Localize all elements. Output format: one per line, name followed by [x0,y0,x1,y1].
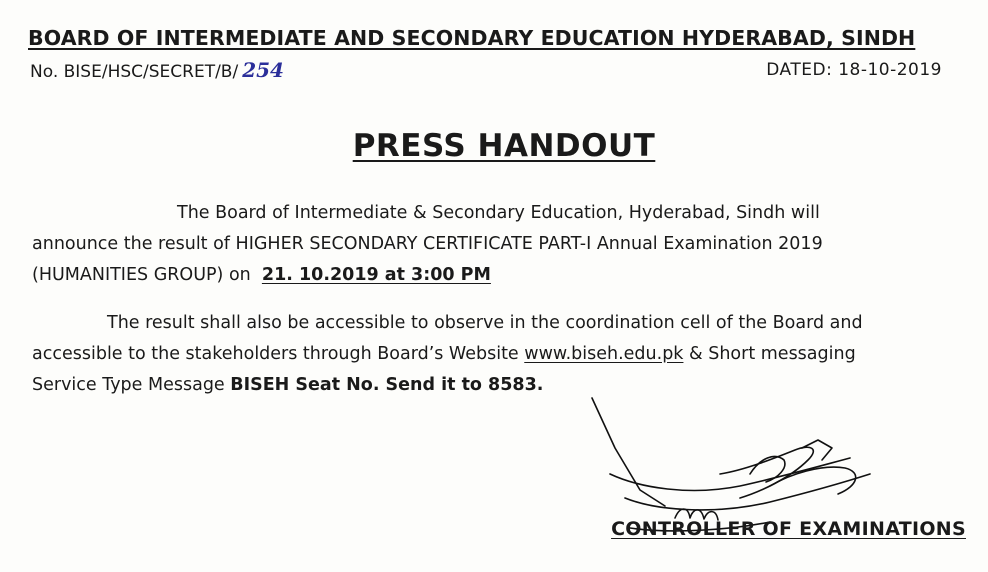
page-title-text: PRESS HANDOUT [352,128,656,164]
paragraph-announcement [32,198,962,291]
reference-handwritten-number: 254 [242,58,284,82]
dated-label: DATED: 18-10-2019 [766,60,942,80]
sms-instruction: BISEH Seat No. Send it to 8583. [230,375,544,395]
access-line-3: Service Type Message [32,375,231,395]
signatory-title: CONTROLLER OF EXAMINATIONS [611,518,966,540]
access-line-2: accessible to the stakeholders through Board’s Website [32,344,525,364]
access-line-1: The result shall also be accessible to observe in the coordination cell of the Board and [107,313,863,333]
reference-number [30,58,284,82]
page-title [0,128,988,164]
result-date-time: 21. 10.2019 at 3:00 PM [261,265,491,285]
access-line-2-suffix: & Short messaging [683,344,856,364]
board-title: BOARD OF INTERMEDIATE AND SECONDARY EDUCATION HYDERABAD, SINDH [28,26,916,50]
website-link[interactable]: www.biseh.edu.pk [524,344,684,364]
announcement-line-1: The Board of Intermediate & Secondary Education, Hyderabad, Sindh will [177,203,820,223]
announcement-line-2: announce the result of HIGHER SECONDARY CERTIFICATE PART-I Annual Examination 2019 [32,234,823,254]
announcement-line-3: (HUMANITIES GROUP) on [32,265,257,285]
reference-prefix: No. BISE/HSC/SECRET/B/ [30,62,239,82]
